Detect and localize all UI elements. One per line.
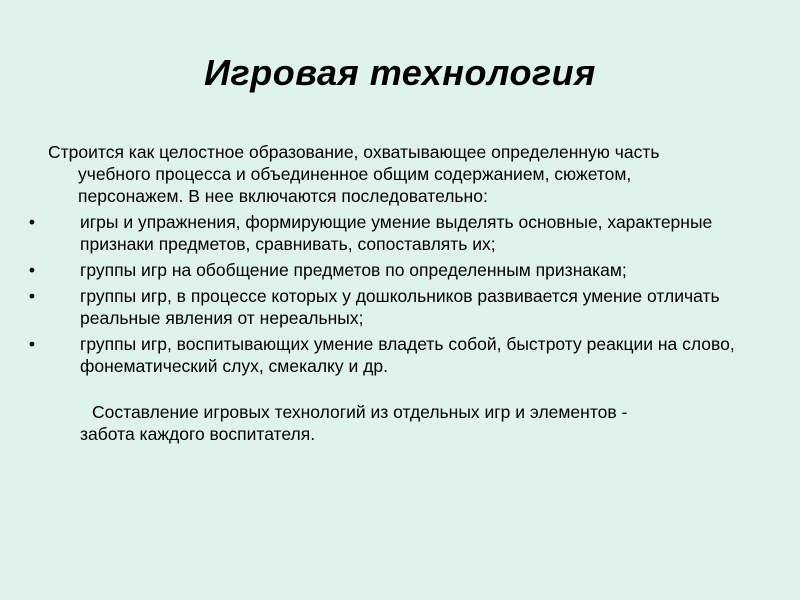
bullet-item bbox=[28, 211, 770, 255]
bullet-icon: • bbox=[28, 286, 36, 306]
closing-paragraph: Составление игровых технологий из отдельных игр и элементов - забота каждого воспитателя. bbox=[80, 402, 628, 444]
bullet-item bbox=[28, 333, 770, 377]
intro-paragraph: Строится как целостное образование, охватывающее определенную часть учебного процесса и объединенное общим содержанием, сюжетом, персонажем. В нее включаются последовательно: bbox=[48, 142, 660, 206]
bullet-icon: • bbox=[28, 212, 36, 232]
slide-title: Игровая технология bbox=[204, 52, 596, 93]
bullet-list bbox=[28, 211, 768, 377]
bullet-text: группы игр, воспитывающих умение владеть собой, быстроту реакции на слово, фонематический слух, смекалку и др. bbox=[80, 334, 735, 376]
bullet-text: игры и упражнения, формирующие умение выделять основные, характерные признаки предметов, сравнивать, сопоставлять их; bbox=[80, 212, 713, 254]
bullet-icon: • bbox=[28, 334, 36, 354]
bullet-text: группы игр на обобщение предметов по определенным признакам; bbox=[80, 260, 627, 280]
slide-body bbox=[28, 141, 768, 445]
bullet-icon: • bbox=[28, 260, 36, 280]
bullet-item bbox=[28, 285, 770, 329]
bullet-text: группы игр, в процессе которых у дошкольников развивается умение отличать реальные явления от нереальных; bbox=[80, 286, 720, 328]
bullet-item bbox=[28, 259, 770, 281]
